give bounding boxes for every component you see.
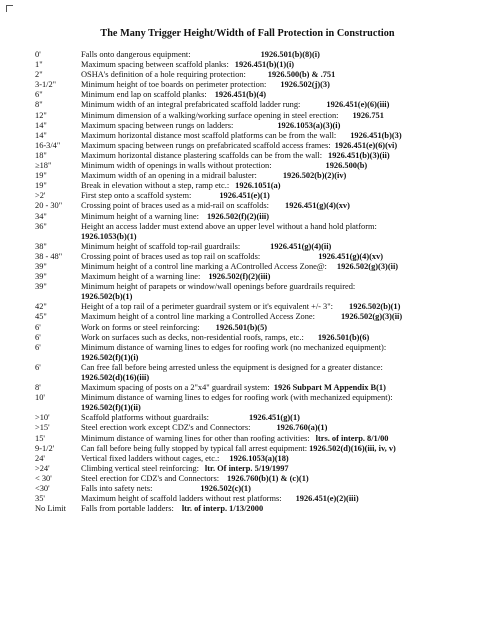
regulation-reference: 1926.451(b)(3)(ii): [328, 150, 390, 160]
requirement-text: Falls onto dangerous equipment:: [81, 50, 191, 59]
regulation-reference: 1926.451(g)(4)(xv): [318, 251, 384, 261]
requirement-text: Minimum distance of warning lines to edges for roofing work (with mechanized equipment):: [81, 393, 393, 403]
list-item: [35, 100, 490, 110]
measurement: 39": [35, 261, 47, 271]
requirement: [81, 383, 490, 393]
requirement-text: Maximum width of an opening in a midrail baluster:: [81, 171, 257, 181]
list-item: [35, 131, 490, 141]
requirement-text: Minimum height of a control line marking a AControlled Access Zone@:: [81, 261, 327, 271]
list-item: [35, 393, 490, 413]
list-item: [35, 201, 490, 211]
requirement: [81, 181, 490, 191]
regulation-reference: 1926.451(g)(4)(ii): [270, 241, 332, 251]
regulation-reference: 1926.451(e)(6)(iii): [326, 100, 390, 110]
requirement-text: Minimum width of openings in walls without protection:: [81, 161, 272, 171]
requirement-text: Falls into safety nets:: [81, 484, 153, 494]
requirement-text: Minimum width of an integral prefabricated scaffold ladder rung:: [81, 100, 301, 110]
list-item: [35, 60, 490, 70]
requirement: [81, 70, 490, 80]
requirement-text: Minimum dimension of a walking/working surface opening in steel erection:: [81, 110, 339, 120]
measurement: >15': [35, 423, 50, 433]
measurement: 6': [35, 332, 41, 342]
regulation-reference: 1926.501(b)(6): [317, 332, 370, 342]
measurement: 6": [35, 90, 43, 100]
requirement: [81, 201, 490, 211]
measurement: < 30': [35, 473, 52, 483]
measurement: >2': [35, 191, 46, 201]
regulation-reference: 1926.1053(b)(1): [81, 231, 137, 241]
list-item: [35, 70, 490, 80]
measurement: 38 - 48": [35, 251, 63, 261]
requirement: [81, 111, 490, 121]
measurement: >24': [35, 463, 50, 473]
list-item: [35, 252, 490, 262]
measurement: 15': [35, 433, 45, 443]
requirement: [81, 80, 490, 90]
requirement-text: OSHA's definition of a hole requiring protection:: [81, 70, 246, 80]
measurement: >10': [35, 413, 50, 423]
measurement: 39": [35, 272, 47, 282]
requirement: [81, 474, 490, 484]
measurement: 19": [35, 181, 47, 191]
regulation-reference: 1926.502(d)(16)(iii, iv, v): [309, 443, 396, 453]
requirement: [81, 464, 490, 474]
requirement: [81, 282, 490, 302]
requirement-text: Climbing vertical steel reinforcing:: [81, 463, 199, 473]
requirement-text: Minimum height of toe boards on perimeter protection:: [81, 80, 267, 90]
requirement-text: Crossing point of braces used as a mid-rail on scaffolds:: [81, 201, 270, 211]
measurement: 6': [35, 342, 41, 352]
measurement: 42": [35, 302, 47, 312]
regulation-reference: 1926.502(c)(1): [200, 484, 251, 494]
measurement: ≥18": [35, 161, 52, 171]
requirement-text: Maximum spacing between rungs on ladders:: [81, 120, 234, 130]
requirement: [81, 393, 490, 413]
list-item: [35, 302, 490, 312]
measurement: 38": [35, 241, 47, 251]
list-item: [35, 111, 490, 121]
requirement-text: Minimum end lap on scaffold planks:: [81, 90, 207, 100]
list-item: [35, 90, 490, 100]
document-title: The Many Trigger Height/Width of Fall Protection in Construction: [100, 28, 395, 39]
measurement: 0': [35, 50, 41, 59]
list-item: [35, 262, 490, 272]
requirement: [81, 423, 490, 433]
requirement: [81, 444, 490, 454]
measurement: 16-3/4": [35, 140, 61, 150]
requirement: [81, 272, 490, 282]
list-item: [35, 282, 490, 302]
regulation-reference: 1926 Subpart M Appendix B(1): [273, 383, 386, 393]
regulation-reference: 1926.502(b)(1): [349, 302, 401, 312]
list-item: [35, 312, 490, 322]
measurement: 9-1/2': [35, 443, 55, 453]
requirement: [81, 343, 490, 363]
requirement-text: Work on forms or steel reinforcing:: [81, 322, 200, 332]
regulation-reference: 1926.451(g)(1): [249, 413, 300, 423]
requirement: [81, 484, 490, 494]
requirement: [81, 413, 490, 423]
requirement: [81, 171, 490, 181]
requirement-text: Maximum horizontal distance most scaffold platforms can be from the wall:: [81, 130, 337, 140]
requirement: [81, 212, 490, 222]
list-item: [35, 383, 490, 393]
requirement-text: Falls from portable ladders:: [81, 504, 174, 514]
requirement: [81, 323, 490, 333]
list-item: [35, 242, 490, 252]
list-item: [35, 423, 490, 433]
regulation-reference: 1926.502(f)(1)(i): [81, 352, 139, 362]
regulation-reference: 1926.502(b)(2)(iv): [282, 171, 347, 181]
requirement: [81, 454, 490, 464]
regulation-reference: 1926.451(e)(6)(vi): [334, 140, 398, 150]
requirement-text: Height of a top rail of a perimeter guardrail system or it's equivalent +/- 3":: [81, 302, 333, 312]
measurement: 24': [35, 453, 45, 463]
requirement: [81, 151, 490, 161]
requirement-text: Can free fall before being arrested unless the equipment is designed for a greater distance:: [81, 362, 383, 372]
regulation-reference: ltr. of interp. 1/13/2000: [181, 504, 264, 514]
measurement: 1": [35, 60, 43, 70]
list-item: [35, 121, 490, 131]
measurement: 18": [35, 150, 47, 160]
list-item: [35, 191, 490, 201]
requirement: [81, 434, 490, 444]
list-item: [35, 363, 490, 383]
requirement: [81, 131, 490, 141]
requirement-text: Maximum height of a control line marking a Controlled Access Zone:: [81, 312, 315, 322]
requirement: [81, 191, 490, 201]
requirement-text: Break in elevation without a step, ramp etc.:: [81, 181, 230, 191]
regulation-reference: 1926.451(g)(4)(xv): [285, 201, 350, 211]
requirement-text: Scaffold platforms without guardrails:: [81, 413, 210, 423]
requirement: [81, 242, 490, 252]
requirement: [81, 262, 490, 272]
regulation-reference: 1926.502(g)(3)(ii): [340, 312, 403, 322]
list-item: [35, 212, 490, 222]
requirement-text: Vertical fixed ladders without cages, etc.:: [81, 453, 220, 463]
trigger-height-list: [35, 50, 490, 514]
list-item: [35, 343, 490, 363]
requirement: [81, 141, 490, 151]
requirement-text: Minimum height of scaffold top-rail guardrails:: [81, 241, 241, 251]
list-item: [35, 454, 490, 464]
list-item: [35, 474, 490, 484]
measurement: <30': [35, 484, 50, 494]
regulation-reference: 1926.760(a)(1): [276, 423, 328, 433]
list-item: [35, 504, 490, 514]
measurement: 35': [35, 494, 45, 504]
measurement: 2": [35, 70, 43, 80]
measurement: 14": [35, 130, 47, 140]
measurement: 20 - 30": [35, 201, 63, 211]
measurement: 6': [35, 362, 41, 372]
list-item: [35, 50, 490, 60]
list-item: [35, 171, 490, 181]
requirement: [81, 333, 490, 343]
regulation-reference: 1926.502(g)(3)(ii): [336, 261, 399, 271]
requirement: [81, 363, 490, 383]
requirement-text: Maximum spacing of posts on a 2"x4" guardrail system:: [81, 383, 270, 393]
regulation-reference: ltr. Of interp. 5/19/1997: [204, 463, 289, 473]
requirement-text: Steel erection work except CDZ's and Connectors:: [81, 423, 251, 433]
requirement: [81, 252, 490, 262]
requirement-text: Work on surfaces such as decks, non-residential roofs, ramps, etc.:: [81, 332, 304, 342]
requirement-text: Maximum spacing between scaffold planks:: [81, 60, 229, 70]
list-item: [35, 151, 490, 161]
regulation-reference: 1926.451(b)(4): [214, 90, 267, 100]
measurement: 3-1/2": [35, 80, 57, 90]
measurement: No Limit: [35, 504, 66, 514]
list-item: [35, 80, 490, 90]
measurement: 19": [35, 171, 47, 181]
measurement: 45": [35, 312, 47, 322]
list-item: [35, 413, 490, 423]
regulation-reference: 1926.502(f)(1)(ii): [81, 403, 141, 413]
measurement: 14": [35, 120, 47, 130]
list-item: [35, 484, 490, 494]
requirement-text: Crossing point of braces used as top rail on scaffolds:: [81, 251, 261, 261]
requirement-text: Height an access ladder must extend above an upper level without a hand hold platform:: [81, 221, 377, 231]
list-item: [35, 333, 490, 343]
requirement: [81, 302, 490, 312]
regulation-reference: 1926.500(b): [325, 161, 368, 171]
scan-corner-mark: [6, 5, 13, 12]
regulation-reference: 1926.451(e)(2)(iii): [295, 494, 359, 504]
requirement-text: First step onto a scaffold system:: [81, 191, 192, 201]
measurement: 34": [35, 211, 47, 221]
regulation-reference: 1926.760(b)(1) & (c)(1): [227, 473, 309, 483]
regulation-reference: 1926.502(f)(2)(iii): [208, 272, 271, 282]
list-item: [35, 141, 490, 151]
list-item: [35, 464, 490, 474]
requirement-text: Minimum distance of warning lines for other than roofing activities:: [81, 433, 310, 443]
regulation-reference: 1926.502(d)(16)(iii): [81, 373, 150, 382]
requirement-text: Maximum spacing between rungs on prefabricated scaffold access frames:: [81, 140, 331, 150]
regulation-reference: 1926.502(f)(2)(iii): [206, 211, 270, 221]
measurement: 10': [35, 393, 45, 403]
requirement: [81, 121, 490, 131]
measurement: 6': [35, 322, 41, 332]
list-item: [35, 222, 490, 242]
measurement: 12": [35, 110, 47, 120]
requirement: [81, 504, 490, 514]
measurement: 8": [35, 100, 43, 110]
regulation-reference: 1926.1053(a)(18): [229, 453, 289, 463]
regulation-reference: 1926.501(b)(8)(i): [260, 50, 320, 59]
list-item: [35, 161, 490, 171]
measurement: 36": [35, 221, 47, 231]
requirement: [81, 312, 490, 322]
regulation-reference: 1926.500(b) & .751: [267, 70, 336, 80]
list-item: [35, 444, 490, 454]
regulation-reference: 1926.451(b)(1)(i): [234, 60, 295, 70]
requirement: [81, 50, 490, 60]
regulation-reference: 1926.501(b)(5): [215, 322, 268, 332]
regulation-reference: 1926.502(b)(1): [81, 292, 133, 302]
requirement-text: Maximum horizontal distance plastering scaffolds can be from the wall:: [81, 150, 323, 160]
requirement: [81, 100, 490, 110]
list-item: [35, 272, 490, 282]
requirement-text: Steel erection for CDZ's and Connectors:: [81, 473, 220, 483]
list-item: [35, 434, 490, 444]
requirement-text: Maximum height of a warning line:: [81, 272, 201, 282]
requirement: [81, 494, 490, 504]
requirement: [81, 161, 490, 171]
regulation-reference: ltrs. of interp. 8/1/00: [315, 433, 389, 443]
regulation-reference: 1926.451(b)(3): [350, 130, 402, 140]
requirement-text: Minimum distance of warning lines to edges for roofing work (no mechanized equipment):: [81, 342, 387, 352]
requirement-text: Minimum height of a warning line:: [81, 211, 199, 221]
list-item: [35, 494, 490, 504]
regulation-reference: 1926.1053(a)(3)(i): [277, 120, 341, 130]
requirement: [81, 222, 490, 242]
measurement: 39": [35, 282, 47, 292]
list-item: [35, 181, 490, 191]
requirement: [81, 90, 490, 100]
measurement: 8': [35, 383, 41, 393]
requirement: [81, 60, 490, 70]
regulation-reference: 1926.502(j)(3): [280, 80, 330, 90]
requirement-text: Maximum height of scaffold ladders without rest platforms:: [81, 494, 282, 504]
regulation-reference: 1926.451(e)(1): [219, 191, 270, 201]
regulation-reference: 1926.1051(a): [235, 181, 281, 191]
regulation-reference: 1926.751: [352, 110, 384, 120]
requirement-text: Minimum height of parapets or window/wall openings before guardrails required:: [81, 282, 356, 292]
list-item: [35, 323, 490, 333]
requirement-text: Can fall before being fully stopped by typical fall arrest equipment:: [81, 443, 308, 453]
